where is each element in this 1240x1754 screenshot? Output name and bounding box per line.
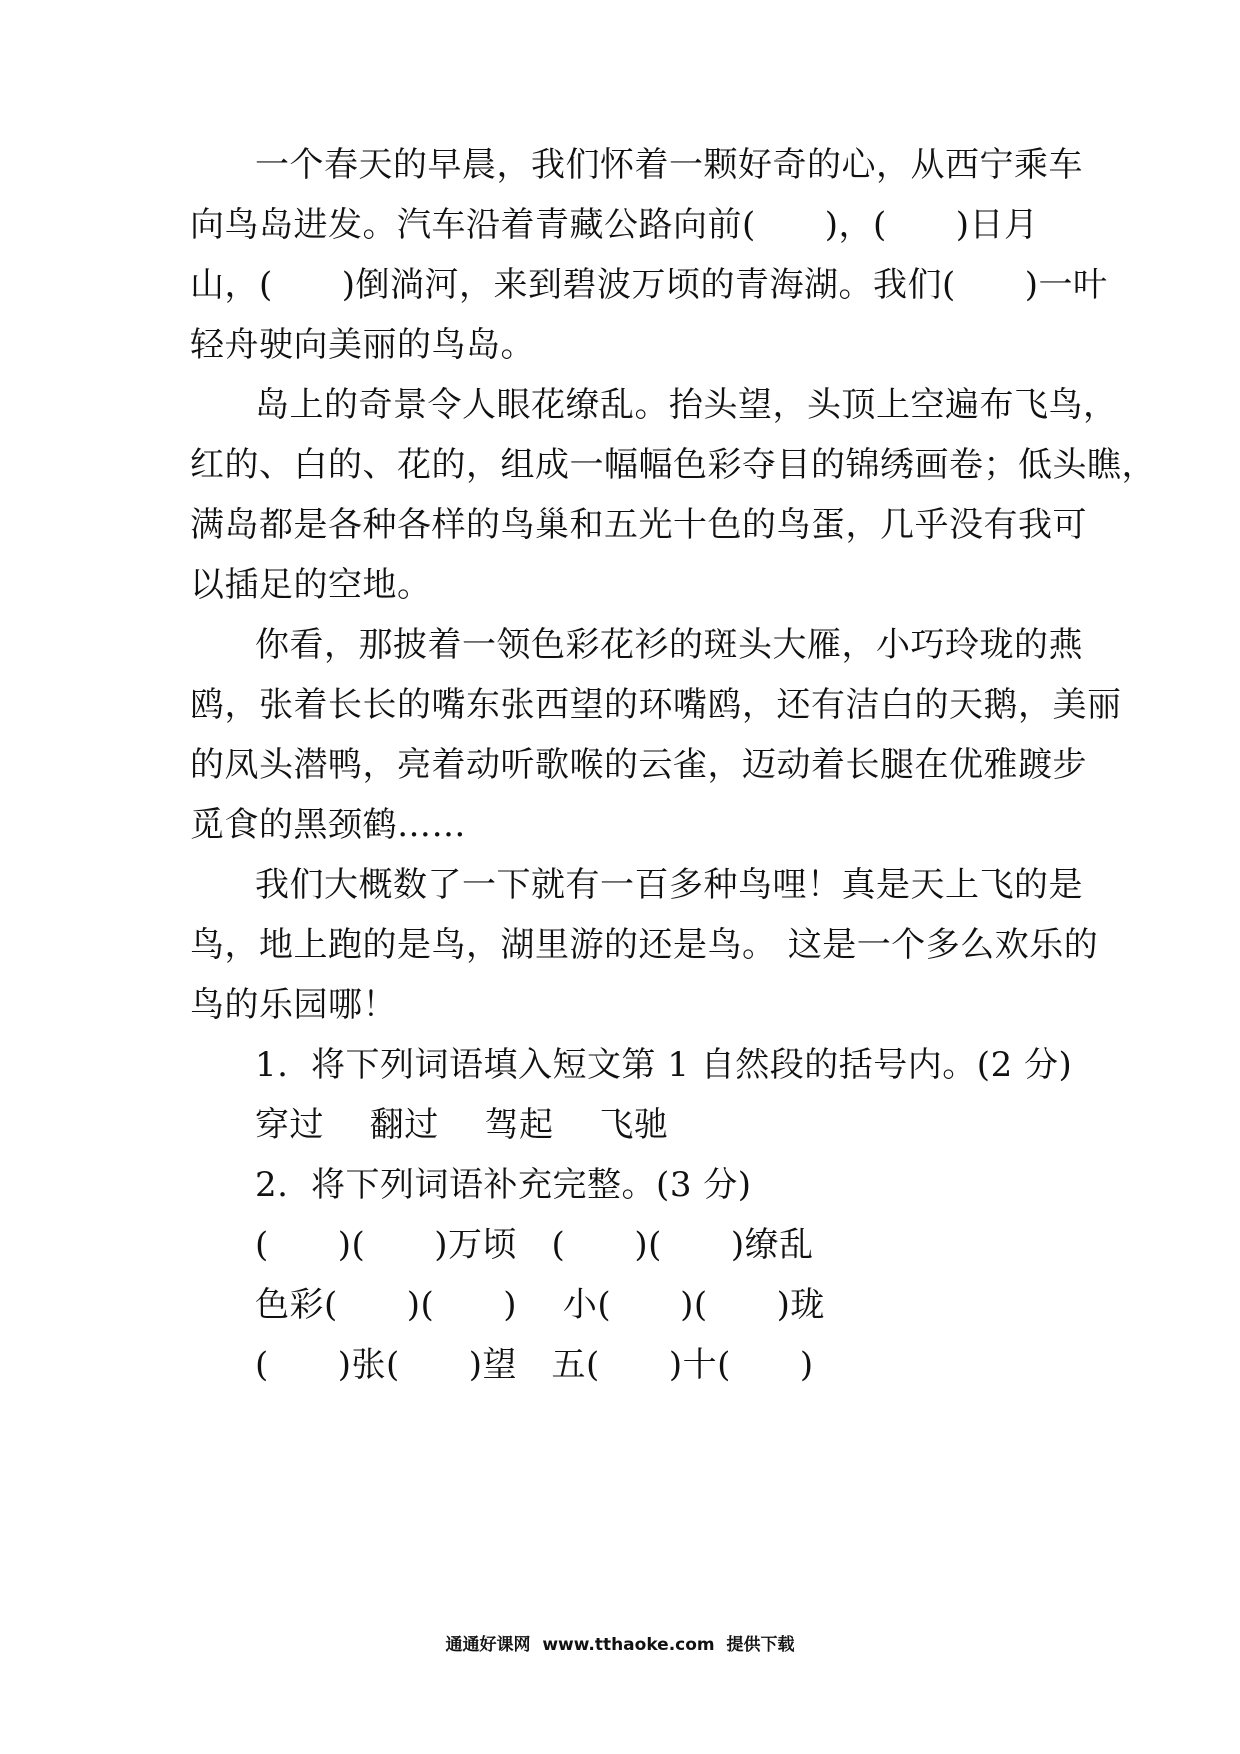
p4-line-3: 鸟的乐园哪！ xyxy=(190,985,397,1025)
p4-line-1: 我们大概数了一下就有一百多种鸟哩！真是天上飞的是 xyxy=(255,865,1083,905)
p1-line-2: 向鸟岛进发。汽车沿着青藏公路向前( )，( )日月 xyxy=(190,205,1039,245)
p3-line-4: 觅食的黑颈鹤…… xyxy=(190,805,466,845)
p3-line-2: 鸥，张着长长的嘴东张西望的环嘴鸥，还有洁白的天鹅，美丽 xyxy=(190,685,1122,725)
question-2: 2. 将下列词语补充完整。(3 分) xyxy=(255,1165,752,1205)
p2-line-1: 岛上的奇景令人眼花缭乱。抬头望，头顶上空遍布飞鸟， xyxy=(255,385,1118,425)
p3-line-1: 你看，那披着一领色彩花衫的斑头大雁，小巧玲珑的燕 xyxy=(255,625,1083,665)
p2-line-3: 满岛都是各种各样的鸟巢和五光十色的鸟蛋，几乎没有我可 xyxy=(190,505,1087,545)
p1-line-4: 轻舟驶向美丽的鸟岛。 xyxy=(190,325,535,365)
p2-line-4: 以插足的空地。 xyxy=(190,565,432,605)
p4-line-2: 鸟，地上跑的是鸟，湖里游的还是鸟。 这是一个多么欢乐的 xyxy=(190,925,1099,965)
question-1: 1. 将下列词语填入短文第 1 自然段的括号内。(2 分) xyxy=(255,1045,1073,1085)
question-2-row-1: ( )( )万顷 ( )( )缭乱 xyxy=(255,1225,814,1265)
p3-line-3: 的凤头潜鸭，亮着动听歌喉的云雀，迈动着长腿在优雅踱步 xyxy=(190,745,1087,785)
question-1-words: 穿过 翻过 驾起 飞驰 xyxy=(255,1105,669,1145)
p2-line-2: 红的、白的、花的，组成一幅幅色彩夺目的锦绣画卷；低头瞧， xyxy=(190,445,1156,485)
question-2-row-2: 色彩( )( ) 小( )( )珑 xyxy=(255,1285,825,1325)
p1-line-3: 山，( )倒淌河，来到碧波万顷的青海湖。我们( )一叶 xyxy=(190,265,1108,305)
footer-watermark: 通通好课网 www.tthaoke.com 提供下载 xyxy=(445,1635,795,1655)
question-2-row-3: ( )张( )望 五( )十( ) xyxy=(255,1345,814,1385)
p1-line-1: 一个春天的早晨，我们怀着一颗好奇的心，从西宁乘车 xyxy=(255,145,1083,185)
